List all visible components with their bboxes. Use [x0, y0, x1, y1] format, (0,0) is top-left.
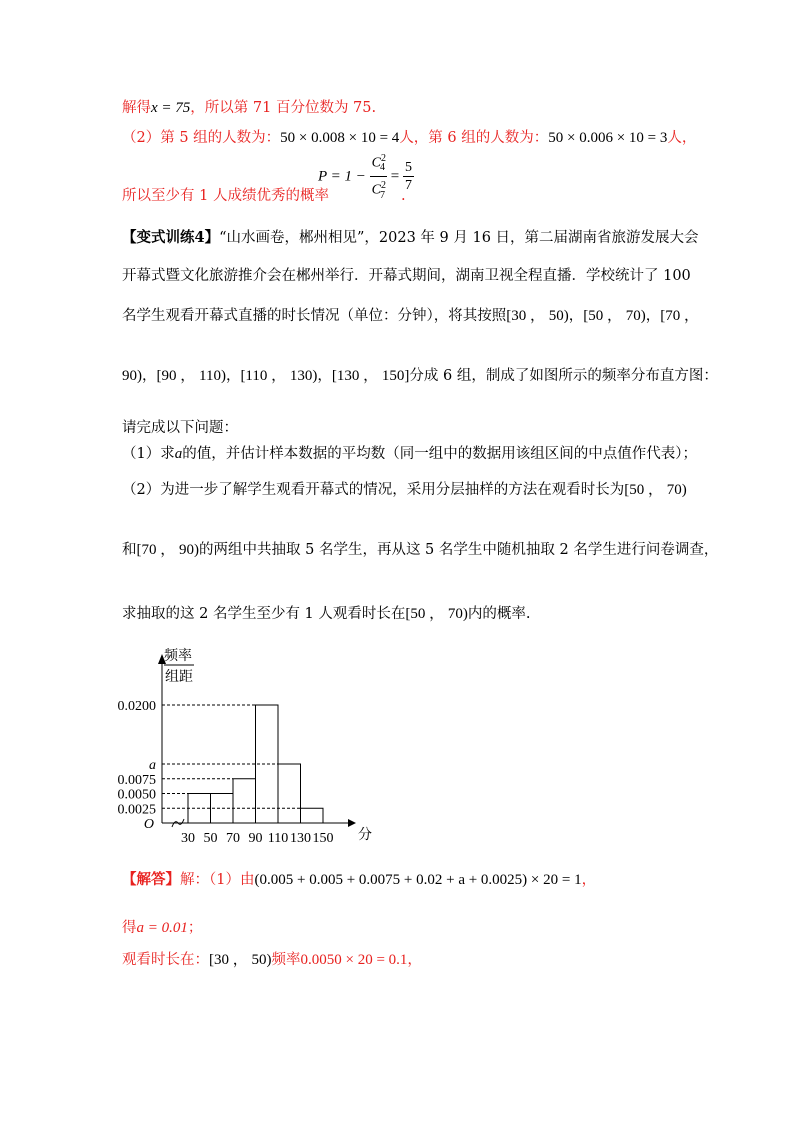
- question-2-line-1: （2）为进一步了解学生观看开幕式的情况，采用分层抽样的方法在观看时长为[50 ， 70): [122, 482, 687, 498]
- x-tick-label: 150: [312, 831, 334, 846]
- probability-formula: P = 1 − $\frac{C^2_4}{C^2_7}$ = $\frac{5}{7}$: [318, 150, 414, 204]
- answer-label: 【解答】: [122, 871, 180, 888]
- x-tick-label: 70: [226, 831, 240, 846]
- question-2-line-3: 求抽取的这 2 名学生至少有 1 人观看时长在[50 ， 70)内的概率.: [122, 606, 531, 622]
- answer-line-1: 【解答】解：（1）由(0.005 + 0.005 + 0.0075 + 0.02 + a + 0.0025) × 20 = 1，: [122, 871, 597, 888]
- problem-line-5: 请完成以下问题：: [122, 420, 238, 436]
- histogram-bar: [278, 764, 301, 823]
- solution-line-2: （2）第 5 组的人数为：50 × 0.008 × 10 = 4人，第 6 组的人数为：50 × 0.006 × 10 = 3人，: [122, 130, 697, 146]
- x-tick-label: 90: [248, 831, 263, 846]
- histogram-bar: [233, 779, 256, 823]
- problem-line-4: 90)，[90 ， 110)，[110 ， 130)，[130 ， 150]分成 6 组，制成了如图所示的频率分布直方图：: [122, 368, 718, 384]
- y-tick-label: 0.0075: [117, 772, 156, 788]
- question-1: （1）求a的值，并估计样本数据的平均数（同一组中的数据用该组区间的中点值作代表）；: [122, 446, 697, 462]
- x-tick-label: 110: [267, 831, 289, 846]
- eq-group5: 50 × 0.008 × 10 = 4: [280, 130, 400, 146]
- y-tick-label: 0.0050: [117, 787, 156, 803]
- problem-line-2: 开幕式暨文化旅游推介会在郴州举行．开幕式期间，湖南卫视全程直播．学校统计了 100: [122, 268, 691, 284]
- histogram-bar: [301, 808, 324, 823]
- eq-x75: x = 75: [151, 100, 191, 116]
- result-fraction: $\frac{5}{7}$: [404, 160, 412, 194]
- problem-line-3: 名学生观看开幕式直播的时长情况（单位：分钟），将其按照[30 ， 50)，[50 ， 70)，[70 ，: [122, 308, 699, 324]
- solution-line-3: 所以至少有 1 人成绩优秀的概率 .: [122, 188, 406, 204]
- problem-label: 【变式训练4】: [122, 229, 220, 246]
- ylabel-top: 频率: [164, 648, 192, 664]
- question-2-line-2: 和[70 ， 90)的两组中共抽取 5 名学生，再从这 5 名学生中随机抽取 2 名学生进行问卷调查，: [122, 542, 719, 558]
- xlabel: 分: [358, 827, 372, 843]
- combination-fraction: $\frac{C^2_4}{C^2_7}$: [370, 150, 387, 204]
- axis-break-mark: [172, 819, 184, 827]
- eq-group6: 50 × 0.006 × 10 = 3: [548, 130, 668, 146]
- y-tick-label: 0.0025: [117, 802, 156, 818]
- answer-line-2: 得a = 0.01；: [122, 920, 203, 936]
- problem-line-1: 【变式训练4】“山水画卷，郴州相见”，2023 年 9 月 16 日，第二届湖南省旅游发展大会: [122, 229, 699, 246]
- x-tick-label: 30: [181, 831, 195, 846]
- y-tick-label: a: [149, 758, 156, 773]
- x-tick-label: 130: [290, 831, 311, 846]
- frequency-histogram: [110, 640, 390, 850]
- solution-line-1: 解得x = 75，所以第 71 百分位数为 75.: [122, 100, 377, 116]
- origin-label: O: [143, 817, 154, 832]
- ylabel-bottom: 组距: [165, 669, 193, 685]
- x-axis-arrow: [348, 819, 356, 827]
- y-tick-label: 0.0200: [117, 699, 156, 714]
- answer-line-3: 观看时长在：[30 ， 50)频率0.0050 × 20 = 0.1，: [122, 952, 422, 968]
- x-tick-label: 50: [203, 831, 218, 846]
